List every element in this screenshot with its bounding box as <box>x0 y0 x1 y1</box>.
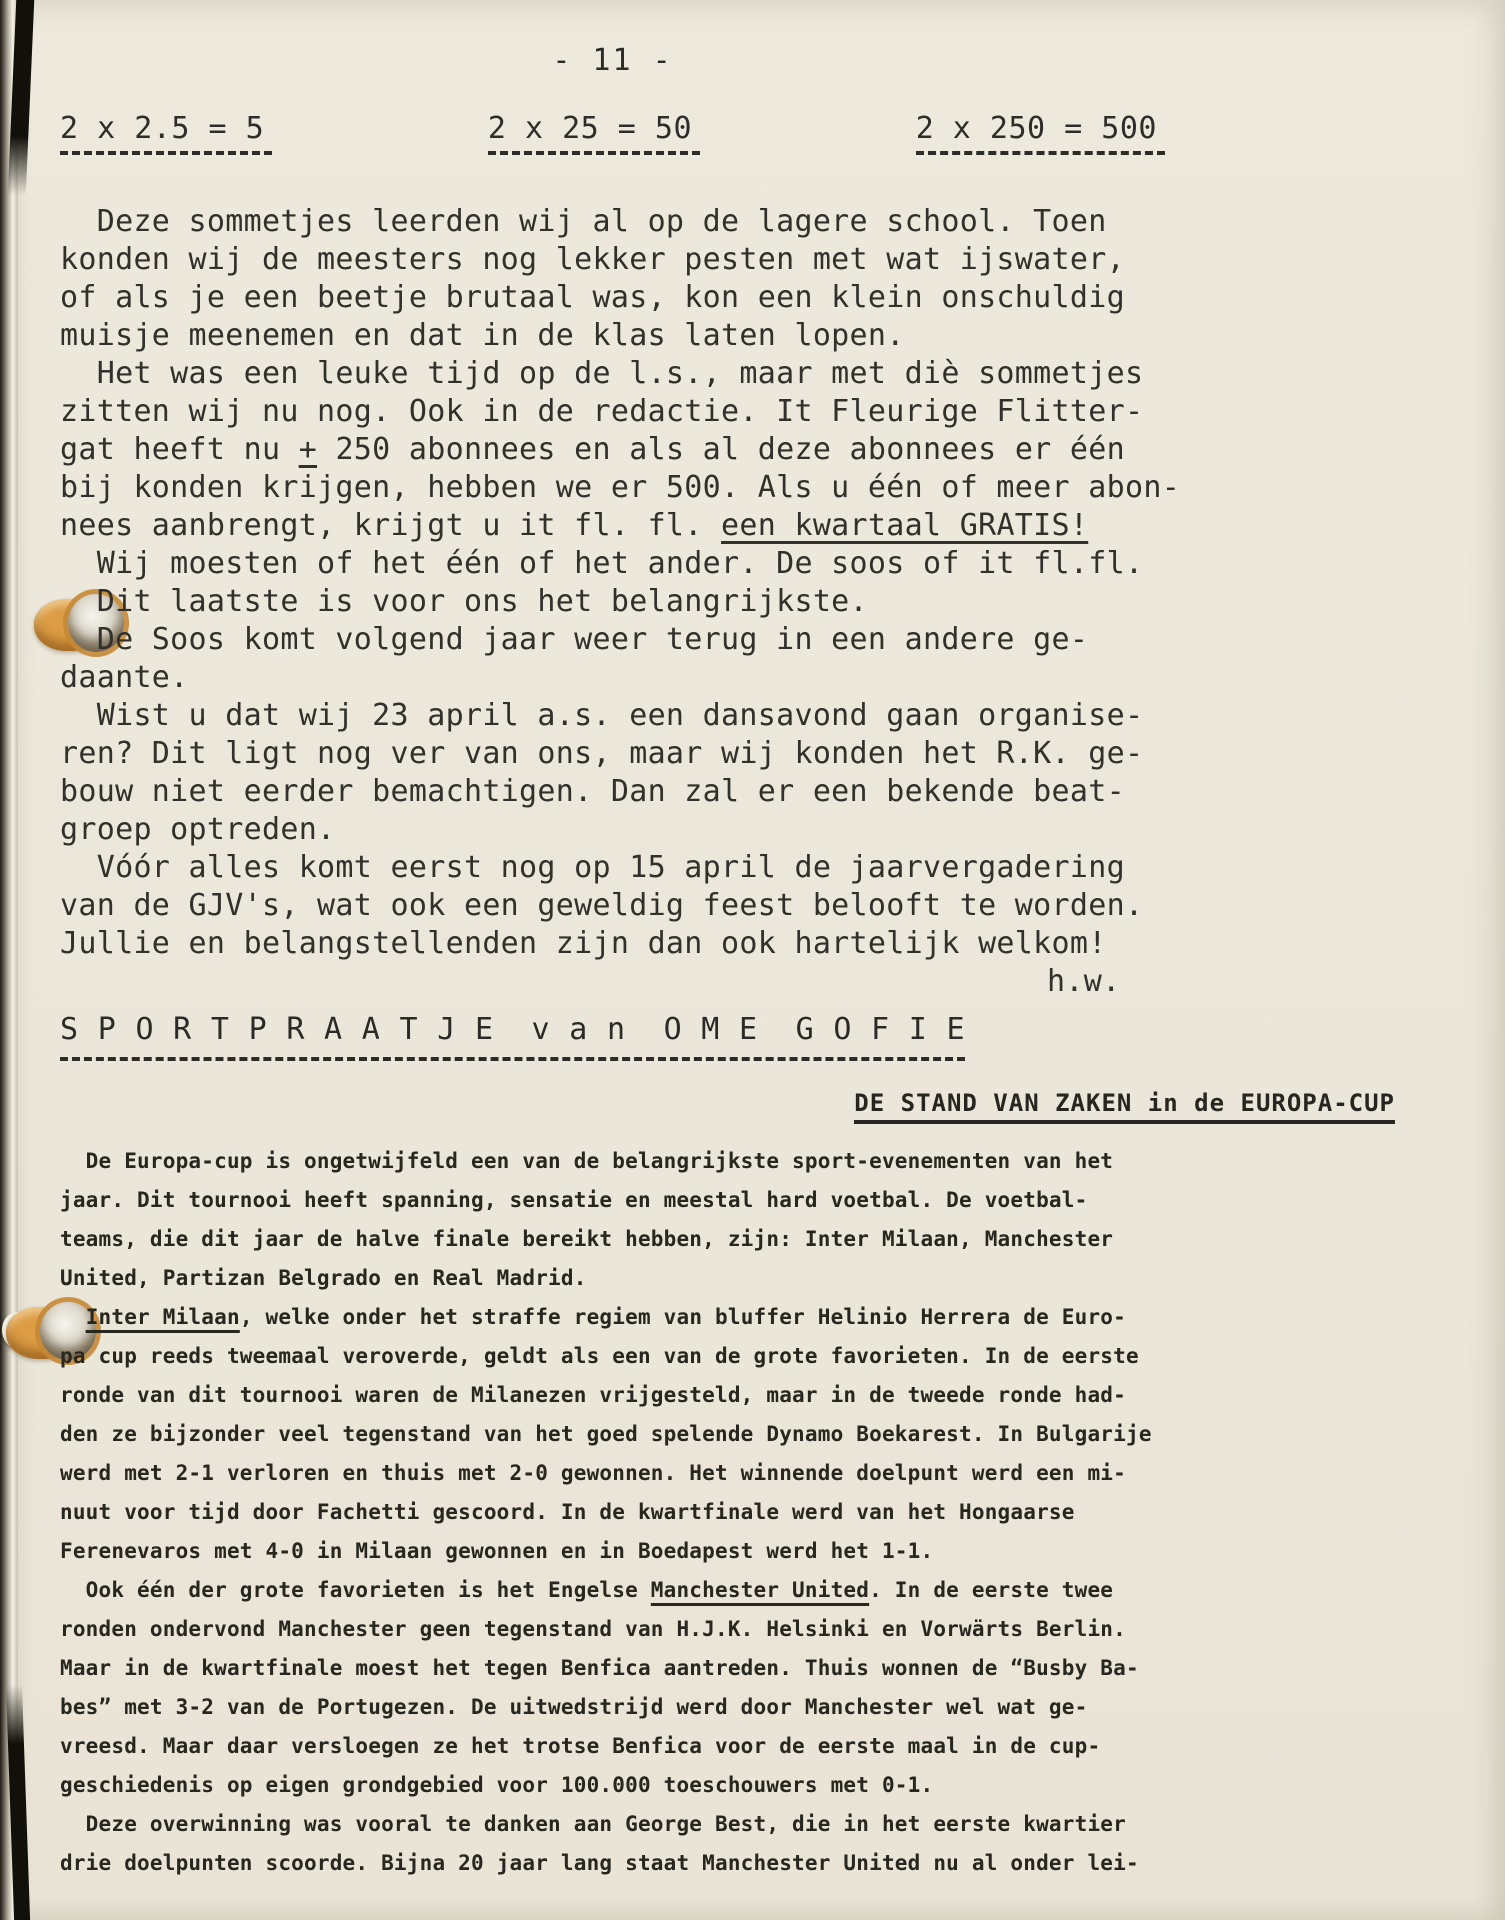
text-segment: jaar. Dit tournooi heeft spanning, sensatie en meestal hard voetbal. De voetbal- <box>60 1188 1088 1212</box>
text-line <box>60 545 1165 583</box>
text-segment: bij konden krijgen, hebben we er 500. Als u één of meer abon- <box>60 470 1181 505</box>
text-line <box>60 773 1165 811</box>
text-segment: Wij moesten of het één of het ander. De soos of it fl.fl. <box>60 546 1144 581</box>
text-line <box>60 1298 1165 1337</box>
text-line <box>60 1571 1165 1610</box>
text-line <box>60 1181 1165 1220</box>
equation-3: 2 x 250 = 500 <box>916 112 1165 155</box>
text-segment: een kwartaal GRATIS! <box>721 508 1089 543</box>
text-segment: Manchester United <box>650 1578 870 1602</box>
text-line <box>60 241 1165 279</box>
text-segment: Ook één der grote favorieten is het Engelse <box>60 1578 651 1602</box>
text-line <box>60 1259 1165 1298</box>
text-segment: ronde van dit tournooi waren de Milanezen vrijgesteld, maar in de tweede ronde had- <box>60 1383 1126 1407</box>
text-line <box>60 1688 1165 1727</box>
text-line <box>60 1766 1165 1805</box>
text-line <box>60 735 1165 773</box>
text-line <box>60 1376 1165 1415</box>
text-segment: United, Partizan Belgrado en Real Madrid. <box>60 1266 587 1290</box>
text-line <box>60 1532 1165 1571</box>
text-segment: Ferenevaros met 4-0 in Milaan gewonnen en in Boedapest werd het 1-1. <box>60 1539 934 1563</box>
text-line <box>60 659 1165 697</box>
sport-subheading: DE STAND VAN ZAKEN in de EUROPA-CUP <box>854 1089 1395 1124</box>
text-segment: geschiedenis op eigen grondgebied voor 100.000 toeschouwers met 0-1. <box>60 1773 934 1797</box>
text-segment: groep optreden. <box>60 812 336 847</box>
text-segment: bes” met 3-2 van de Portugezen. De uitwedstrijd werd door Manchester wel wat ge- <box>60 1695 1088 1719</box>
text-line <box>60 1727 1165 1766</box>
text-line <box>60 697 1165 735</box>
text-column <box>60 0 1395 1883</box>
text-segment: den ze bijzonder veel tegenstand van het goed spelende Dynamo Boekarest. In Bulgarije <box>60 1422 1152 1446</box>
sport-paragraphs <box>60 1142 1165 1883</box>
text-line <box>60 811 1165 849</box>
text-line <box>60 1337 1165 1376</box>
text-segment: . In de eerste twee <box>869 1578 1114 1602</box>
text-line <box>60 1805 1165 1844</box>
text-segment: 250 abonnees en als al deze abonnees er één <box>317 432 1125 467</box>
text-segment: Het was een leuke tijd op de l.s., maar met diè sommetjes <box>60 356 1144 391</box>
text-segment: Deze overwinning was vooral te danken aan George Best, die in het eerste kwartier <box>60 1812 1126 1836</box>
text-segment: nees aanbrengt, krijgt u it fl. fl. <box>60 508 722 543</box>
text-line <box>60 1649 1165 1688</box>
equation-2: 2 x 25 = 50 <box>488 112 700 155</box>
text-segment: Vóór alles komt eerst nog op 15 april de jaarvergadering <box>60 850 1125 885</box>
text-line <box>60 621 1165 659</box>
text-segment: konden wij de meesters nog lekker pesten met wat ijswater, <box>60 242 1125 277</box>
text-segment: zitten wij nu nog. Ook in de redactie. It Fleurige Flitter- <box>60 394 1144 429</box>
text-line <box>60 849 1165 887</box>
text-segment: van de GJV's, wat ook een geweldig feest belooft te worden. <box>60 888 1144 923</box>
text-segment: of als je een beetje brutaal was, kon een klein onschuldig <box>60 280 1125 315</box>
text-segment: bouw niet eerder bemachtigen. Dan zal er een bekende beat- <box>60 774 1125 809</box>
text-line <box>60 1493 1165 1532</box>
binding-page-edge <box>0 0 18 1920</box>
text-line <box>60 279 1165 317</box>
text-segment <box>60 1305 86 1329</box>
page-number: - 11 - <box>552 43 673 78</box>
text-line <box>60 203 1165 241</box>
text-segment: muisje meenemen en dat in de klas laten lopen. <box>60 318 905 353</box>
text-segment: werd met 2-1 verloren en thuis met 2-0 gewonnen. Het winnende doelpunt werd een mi- <box>60 1461 1126 1485</box>
text-segment: teams, die dit jaar de halve finale bereikt hebben, zijn: Inter Milaan, Manchester <box>60 1227 1114 1251</box>
text-line <box>60 1610 1165 1649</box>
text-segment: vreesd. Maar daar versloegen ze het trotse Benfica voor de eerste maal in de cup- <box>60 1734 1101 1758</box>
text-line <box>60 1454 1165 1493</box>
text-segment: De Soos komt volgend jaar weer terug in een andere ge- <box>60 622 1089 657</box>
text-segment: , welke onder het straffe regiem van bluffer Helinio Herrera de Euro- <box>239 1305 1126 1329</box>
text-line <box>60 583 1165 621</box>
text-segment: De Europa-cup is ongetwijfeld een van de belangrijkste sport-evenementen van het <box>60 1149 1114 1173</box>
text-segment: drie doelpunten scoorde. Bijna 20 jaar lang staat Manchester United nu al onder lei- <box>60 1851 1139 1875</box>
text-segment: Wist u dat wij 23 april a.s. een dansavond gaan organise- <box>60 698 1144 733</box>
sport-section-heading: S P O R T P R A A T J E v a n O M E G O F I E <box>60 1013 965 1061</box>
sport-subheading-row <box>60 1089 1395 1124</box>
text-segment: nuut voor tijd door Fachetti gescoord. In de kwartfinale werd van het Hongaarse <box>60 1500 1075 1524</box>
intro-paragraphs <box>60 203 1181 1001</box>
text-line <box>60 1220 1165 1259</box>
text-line <box>60 887 1165 925</box>
equations-row <box>60 112 1165 155</box>
text-line <box>60 431 1165 469</box>
intro-lines <box>60 203 1181 963</box>
signature: h.w. <box>1047 964 1121 999</box>
text-line <box>60 355 1165 393</box>
text-segment: ren? Dit ligt nog ver van ons, maar wij konden het R.K. ge- <box>60 736 1144 771</box>
text-segment: gat heeft nu <box>60 432 299 467</box>
text-segment: Dit laatste is voor ons het belangrijkste. <box>60 584 868 619</box>
text-segment: pa cup reeds tweemaal veroverde, geldt als een van de grote favorieten. In de eerste <box>60 1344 1139 1368</box>
text-segment: Maar in de kwartfinale moest het tegen Benfica aantreden. Thuis wonnen de “Busby Ba- <box>60 1656 1139 1680</box>
text-line <box>60 317 1165 355</box>
equation-1: 2 x 2.5 = 5 <box>60 112 272 155</box>
text-segment: + <box>298 432 318 467</box>
text-line <box>60 1142 1165 1181</box>
text-segment: ronden ondervond Manchester geen tegenstand van H.J.K. Helsinki en Vorwärts Berlin. <box>60 1617 1126 1641</box>
text-line <box>60 507 1165 545</box>
text-line <box>60 393 1165 431</box>
text-segment: daante. <box>60 660 189 695</box>
text-line <box>60 469 1181 507</box>
text-segment: Deze sommetjes leerden wij al op de lagere school. Toen <box>60 204 1107 239</box>
text-line <box>60 1415 1165 1454</box>
text-line <box>60 925 1165 963</box>
sport-heading-row <box>60 1013 1165 1061</box>
text-segment: Inter Milaan <box>85 1305 240 1329</box>
text-segment: Jullie en belangstellenden zijn dan ook hartelijk welkom! <box>60 926 1107 961</box>
text-line <box>60 1844 1165 1883</box>
